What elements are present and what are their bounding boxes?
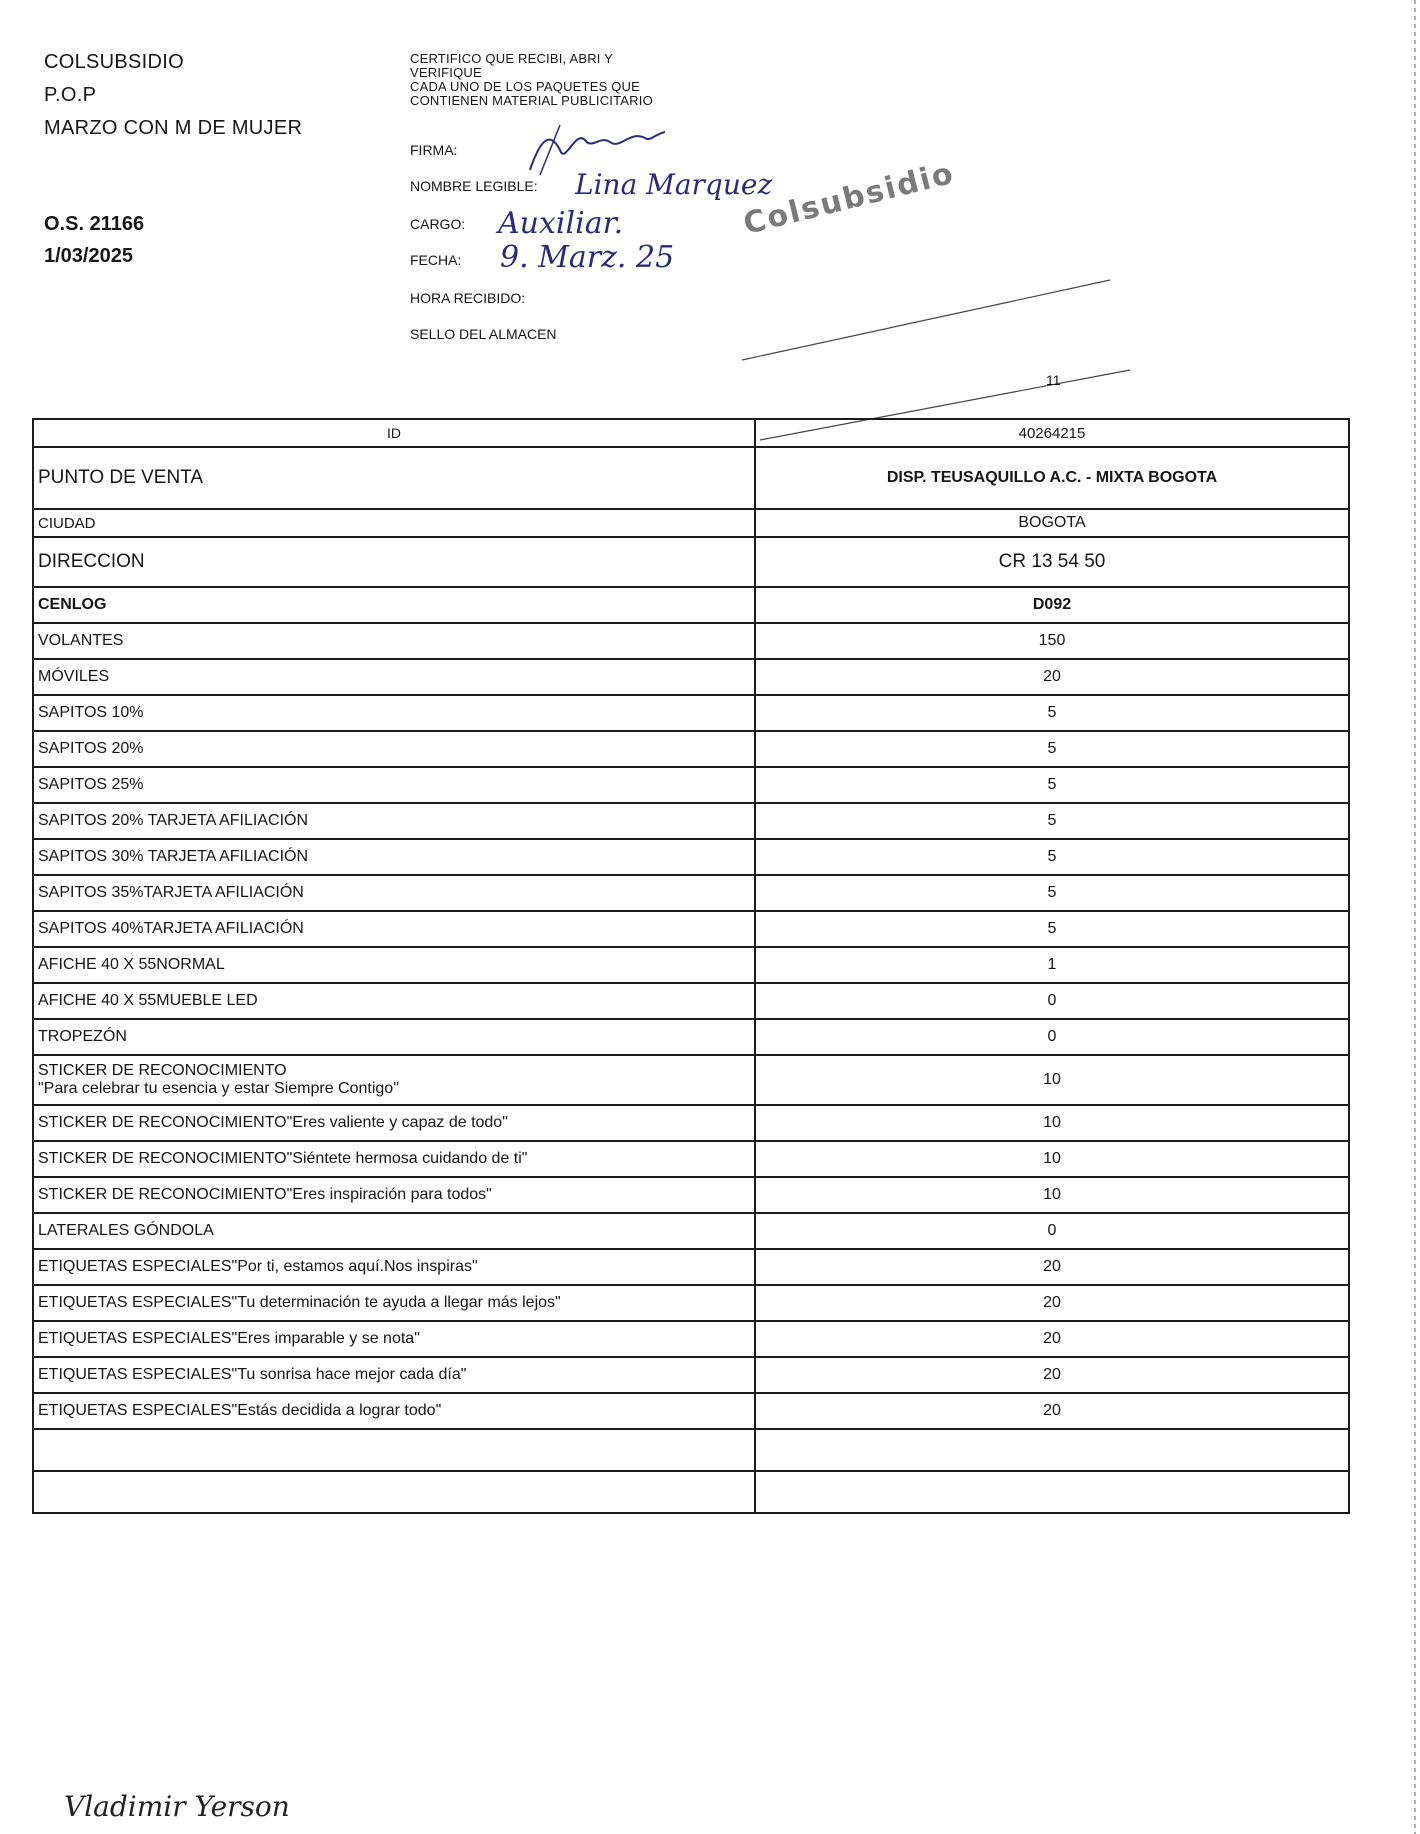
item-label: ETIQUETAS ESPECIALES"Por ti, estamos aquí.Nos inspiras" [33,1249,755,1285]
cargo-label: CARGO: [410,216,466,232]
cenlog-value: D092 [755,587,1349,623]
header-left [44,46,302,145]
item-value: 20 [755,659,1349,695]
item-value: 20 [755,1285,1349,1321]
ciudad-label: CIUDAD [33,509,755,537]
page-number: 11 [1046,372,1061,388]
item-value: 20 [755,1321,1349,1357]
order-block [44,208,144,272]
fecha-label: FECHA: [410,252,462,268]
empty-cell [33,1429,755,1471]
cert-line: CADA UNO DE LOS PAQUETES QUE [410,79,641,94]
store-stamp: Colsubsidio [740,155,959,242]
item-value: 10 [755,1055,1349,1105]
item-value: 1 [755,947,1349,983]
item-value: 5 [755,875,1349,911]
handwritten-name: Lina Marquez [575,168,773,201]
ciudad-value: BOGOTA [755,509,1349,537]
item-value: 5 [755,767,1349,803]
item-value: 5 [755,803,1349,839]
cenlog-label: CENLOG [33,587,755,623]
id-value: 40264215 [755,419,1349,447]
item-value: 20 [755,1357,1349,1393]
item-label: VOLANTES [33,623,755,659]
item-value: 20 [755,1249,1349,1285]
scan-edge [1414,0,1416,1834]
item-value: 0 [755,983,1349,1019]
direccion-value: CR 13 54 50 [755,537,1349,587]
item-label: SAPITOS 10% [33,695,755,731]
firma-label: FIRMA: [410,142,458,158]
item-value: 0 [755,1213,1349,1249]
item-label: SAPITOS 20% TARJETA AFILIACIÓN [33,803,755,839]
campaign-name: MARZO CON M DE MUJER [44,117,303,139]
item-label: SAPITOS 40%TARJETA AFILIACIÓN [33,911,755,947]
certification-text [410,52,653,108]
item-value: 5 [755,731,1349,767]
item-value: 5 [755,911,1349,947]
item-label: AFICHE 40 X 55NORMAL [33,947,755,983]
item-label: SAPITOS 30% TARJETA AFILIACIÓN [33,839,755,875]
item-label: SAPITOS 35%TARJETA AFILIACIÓN [33,875,755,911]
punto-value: DISP. TEUSAQUILLO A.C. - MIXTA BOGOTA [755,447,1349,509]
empty-cell [33,1471,755,1513]
item-label: AFICHE 40 X 55MUEBLE LED [33,983,755,1019]
item-label: LATERALES GÓNDOLA [33,1213,755,1249]
empty-cell [755,1471,1349,1513]
document-type: P.O.P [44,84,97,106]
order-number: O.S. 21166 [44,213,145,235]
item-value: 10 [755,1105,1349,1141]
bottom-signature: Vladimir Yerson [64,1790,290,1823]
cert-line: VERIFIQUE [410,65,482,80]
id-label: ID [33,419,755,447]
item-label: STICKER DE RECONOCIMIENTO"Eres inspiración para todos" [33,1177,755,1213]
item-label [33,1055,755,1105]
handwritten-fecha: 9. Marz. 25 [500,240,675,275]
item-label: ETIQUETAS ESPECIALES"Eres imparable y se nota" [33,1321,755,1357]
cert-line: CERTIFICO QUE RECIBI, ABRI Y [410,51,614,66]
empty-cell [755,1429,1349,1471]
item-label-line2: "Para celebrar tu esencia y estar Siempre Contigo" [38,1080,399,1097]
item-label: ETIQUETAS ESPECIALES"Estás decidida a lograr todo" [33,1393,755,1429]
item-label: MÓVILES [33,659,755,695]
order-date: 1/03/2025 [44,245,133,267]
direccion-label: DIRECCION [33,537,755,587]
item-label: SAPITOS 25% [33,767,755,803]
item-value: 10 [755,1141,1349,1177]
item-value: 0 [755,1019,1349,1055]
item-label-line1: STICKER DE RECONOCIMIENTO [38,1062,287,1079]
hora-label: HORA RECIBIDO: [410,290,526,306]
item-label: STICKER DE RECONOCIMIENTO"Eres valiente y capaz de todo" [33,1105,755,1141]
item-label: ETIQUETAS ESPECIALES"Tu determinación te ayuda a llegar más lejos" [33,1285,755,1321]
item-value: 150 [755,623,1349,659]
item-value: 10 [755,1177,1349,1213]
item-label: SAPITOS 20% [33,731,755,767]
cert-line: CONTIENEN MATERIAL PUBLICITARIO [410,93,653,108]
item-value: 5 [755,695,1349,731]
nombre-label: NOMBRE LEGIBLE: [410,178,538,194]
material-table [32,418,1350,1514]
item-label: ETIQUETAS ESPECIALES"Tu sonrisa hace mejor cada día" [33,1357,755,1393]
company-name: COLSUBSIDIO [44,51,184,73]
item-value: 5 [755,839,1349,875]
handwritten-cargo: Auxiliar. [498,206,624,241]
sello-label: SELLO DEL ALMACEN [410,326,557,342]
punto-label: PUNTO DE VENTA [33,447,755,509]
item-value: 20 [755,1393,1349,1429]
item-label: TROPEZÓN [33,1019,755,1055]
item-label: STICKER DE RECONOCIMIENTO"Siéntete hermosa cuidando de ti" [33,1141,755,1177]
